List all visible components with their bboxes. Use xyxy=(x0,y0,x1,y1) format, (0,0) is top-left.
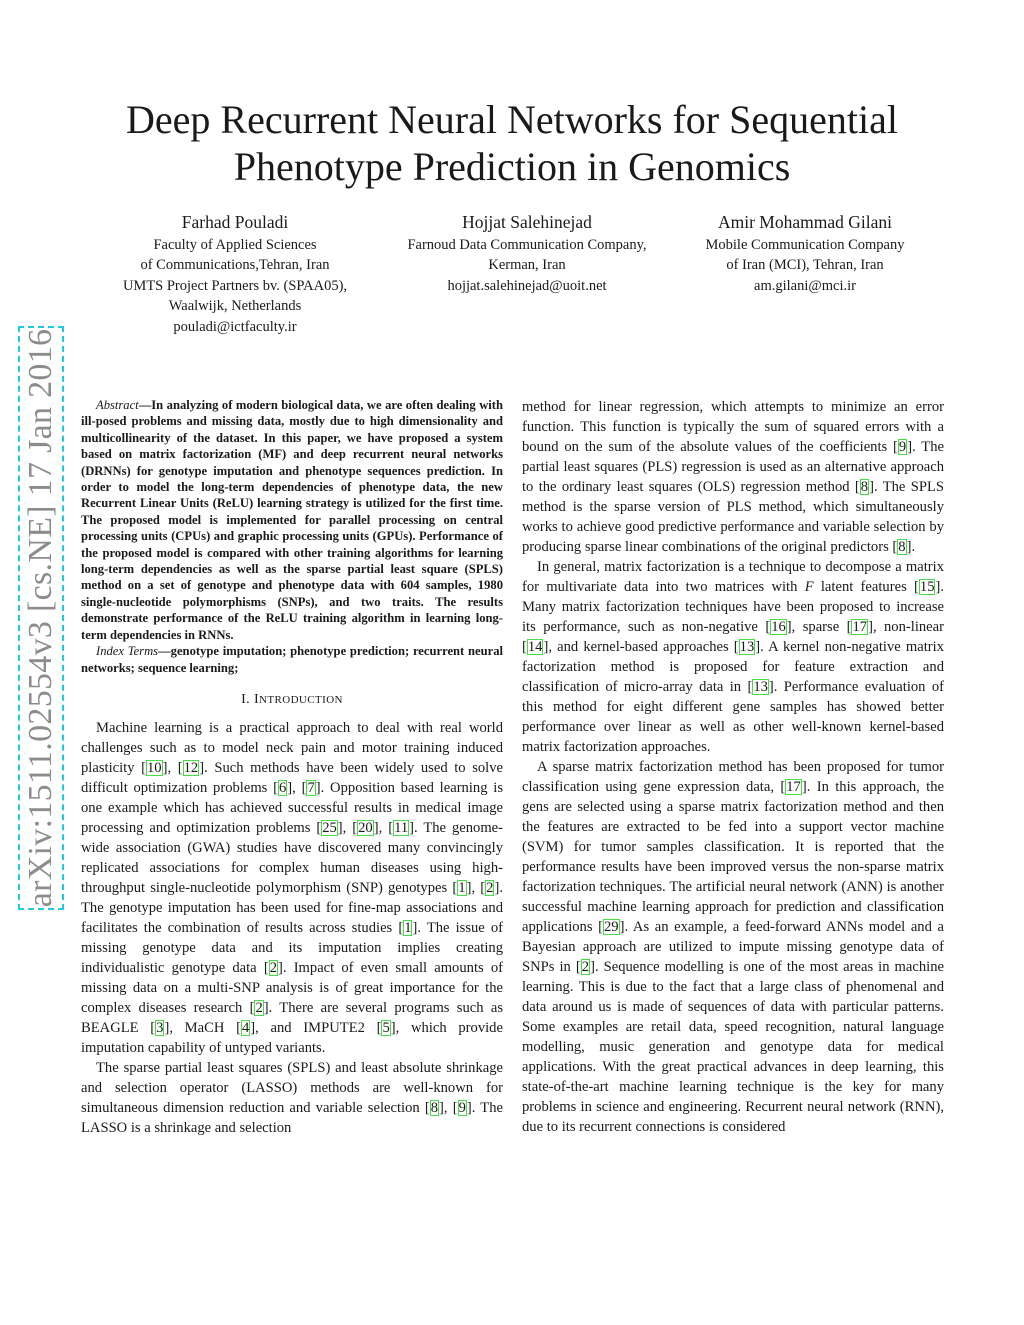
index-terms-text: —genotype imputation; phenotype prediction; recurrent neural networks; sequence learning; xyxy=(81,644,503,675)
author-name: Farhad Pouladi xyxy=(181,212,289,232)
author-email: hojjat.salehinejad@uoit.net xyxy=(447,277,607,294)
section-initial: I xyxy=(253,691,260,707)
author-email: pouladi@ictfaculty.ir xyxy=(173,318,297,335)
citation-link[interactable]: 17 xyxy=(852,619,868,635)
citation-link[interactable]: 9 xyxy=(898,439,907,455)
citation-link[interactable]: 2 xyxy=(581,959,590,975)
index-terms xyxy=(81,643,503,676)
citation-link[interactable]: 6 xyxy=(279,779,287,796)
citation-link[interactable]: 4 xyxy=(241,1019,250,1036)
citation-link[interactable]: 8 xyxy=(898,539,906,555)
citation-link[interactable]: 20 xyxy=(358,819,373,836)
citation-link[interactable]: 29 xyxy=(604,919,619,935)
author-affiliation-line: Farnoud Data Communication Company, xyxy=(407,236,647,253)
author-email: am.gilani@mci.ir xyxy=(754,277,856,294)
citation-link[interactable]: 5 xyxy=(382,1019,390,1036)
citation-link[interactable]: 9 xyxy=(458,1099,466,1116)
section-number: I. xyxy=(241,691,251,707)
abstract-label: Abstract xyxy=(96,398,139,412)
body-paragraph: A sparse matrix factorization method has been proposed for tumor classification using gene expression data, [17]. In this approach, the gens are selected using a sparse matrix factorization method and then the features are extracted to be fed into a support vector machine (SVM) for tumor samples classification. It is reported that the performance results have been improved versus the non-sparse matrix factorization techniques. The artificial neural network (ANN) is another successful machine learning approach for prediction and classification applications [29]. As an example, a feed-forward ANNs model and a Bayesian approach are utilized to impute missing genotype data of SNPs in [2]. Sequence modelling is one of the most areas in machine learning. This is due to the fact that a large class of phenomenal and data around us is made of sequences of data with particular patterns. Some examples are retail data, speed recognition, natural language modelling, music generation and genotype data for medical applications. With the great practical advances in deep learning, this state-of-the-art machine learning technique is the key for many problems in science and engineering. Recurrent neural network (RNN), due to its recurrent connections is considered xyxy=(522,759,944,1135)
author-affiliation-line: UMTS Project Partners bv. (SPAA05), xyxy=(122,277,348,294)
author-block-1 xyxy=(100,212,370,337)
abstract-text: —In analyzing of modern biological data, we are often dealing with ill-posed problems and missing data, mostly due to high dimensionality and multicollinearity of the dataset. In this paper, we have proposed a system based on matrix factorization (MF) and deep recurrent neural networks (DRNNs) for genotype imputation and phenotype sequences prediction. In order to model the long-term dependencies of phenotype data, the new Recurrent Linear Units (ReLU) learning strategy is utilized for the first time. The proposed model is implemented for parallel processing on central processing units (CPUs) and graphic processing units (GPUs). Performance of the proposed model is compared with other training algorithms for learning long-term dependencies as well as the sparse partial least square (SPLS) method on a set of genotype and phenotype data with 604 samples, 1980 single-nucleotide polymorphisms (SNPs), and two traits. The results demonstrate performance of the ReLU training algorithm in learning long-term dependencies in RNNs. xyxy=(81,398,503,642)
citation-link[interactable]: 8 xyxy=(430,1099,439,1116)
math-symbol: F xyxy=(804,579,814,595)
citation-link[interactable]: 14 xyxy=(527,639,543,655)
citation-link[interactable]: 8 xyxy=(860,479,869,495)
citation-link[interactable]: 2 xyxy=(269,959,277,976)
body-paragraph: The sparse partial least squares (SPLS) and least absolute shrinkage and selection operator (LASSO) methods are well-known for simultaneous dimension reduction and variable selection [8], [9]. The LASSO is a shrinkage and selection xyxy=(81,1059,503,1136)
arxiv-stamp[interactable] xyxy=(18,326,64,910)
abstract xyxy=(81,397,503,643)
citation-link[interactable]: 2 xyxy=(486,879,494,896)
citation-link[interactable]: 17 xyxy=(786,779,801,795)
citation-link[interactable]: 3 xyxy=(156,1019,164,1036)
citation-link[interactable]: 7 xyxy=(307,779,315,796)
citation-link[interactable]: 16 xyxy=(771,619,786,635)
author-affiliation-line: of Iran (MCI), Tehran, Iran xyxy=(726,257,884,273)
author-block-3 xyxy=(673,212,937,296)
paper-title: Deep Recurrent Neural Networks for Sequential Phenotype Prediction in Genomics xyxy=(126,97,898,189)
section-title-rest: NTRODUCTION xyxy=(259,693,343,706)
author-block-2 xyxy=(377,212,677,296)
author-name: Amir Mohammad Gilani xyxy=(717,212,892,232)
body-paragraph: method for linear regression, which attempts to minimize an error function. This function is typically the sum of squared errors with a bound on the sum of the absolute values of the coefficients [9]. The partial least squares (PLS) regression is used as an alternative approach to the ordinary least squares (OLS) regression method [8]. The SPLS method is the sparse version of PLS method, which simultaneously works to achieve good predictive performance and variable selection by producing sparse linear combinations of the original predictors [8]. xyxy=(522,399,944,555)
right-column xyxy=(522,397,944,1137)
citation-link[interactable]: 12 xyxy=(183,759,199,776)
citation-link[interactable]: 13 xyxy=(739,639,755,655)
body-paragraph: Machine learning is a practical approach to deal with real world challenges such as to model neck pain and motor training induced plasticity [10], [12]. Such methods have been widely used to solve difficult optimization problems [6], [7]. Opposition based learning is one example which has achieved successful results in medical image processing and optimization problems [25], [20], [11]. The genome-wide association (GWA) studies have discovered many convincingly replicated associations for complex human diseases using high-throughput single-nucleotide polymorphism (SNP) genotypes [1], [2]. The genotype imputation has been used for fine-map associations and facilitates the combination of results across studies [1]. The issue of missing genotype data and its imputation implies creating individualistic genotype data [2]. Impact of even small amounts of missing data on a multi-SNP analysis is of great importance for the complex diseases research [2]. There are several programs such as BEAGLE [3], MaCH [4], and IMPUTE2 [5], which provide imputation capability of untyped variants. xyxy=(81,719,504,1056)
author-affiliation-line: Kerman, Iran xyxy=(488,257,566,273)
citation-link[interactable]: 25 xyxy=(322,819,337,836)
citation-link[interactable]: 13 xyxy=(753,679,768,695)
body-paragraph: In general, matrix factorization is a technique to decompose a matrix for multivariate data into two matrices with F latent features [15]. Many matrix factorization techniques have been proposed to increase its performance, such as non-negative [16], sparse [17], non-linear [14], and kernel-based approaches [13]. A kernel non-negative matrix factorization method is proposed for feature extraction and classification of micro-array data in [13]. Performance evaluation of this method for eight different gene samples has showed better performance over linear as well as other well-known kernel-based matrix factorization approaches. xyxy=(522,559,945,755)
citation-link[interactable]: 11 xyxy=(394,819,409,836)
index-terms-label: Index Terms xyxy=(96,644,159,659)
author-affiliation-line: Mobile Communication Company xyxy=(705,236,905,253)
citation-link[interactable]: 10 xyxy=(147,759,162,776)
citation-link[interactable]: 2 xyxy=(255,999,263,1016)
left-column xyxy=(81,397,503,1138)
author-affiliation-line: Waalwijk, Netherlands xyxy=(168,298,302,314)
citation-link[interactable]: 15 xyxy=(919,579,935,595)
arxiv-identifier: arXiv:1511.02554v3 [cs.NE] 17 Jan 2016 xyxy=(22,328,59,908)
author-affiliation-line: Faculty of Applied Sciences xyxy=(153,236,317,253)
citation-link[interactable]: 1 xyxy=(458,879,466,896)
citation-link[interactable]: 1 xyxy=(404,919,412,936)
section-heading-introduction xyxy=(81,690,503,710)
author-name: Hojjat Salehinejad xyxy=(462,212,592,232)
author-affiliation-line: of Communications,Tehran, Iran xyxy=(140,257,330,273)
